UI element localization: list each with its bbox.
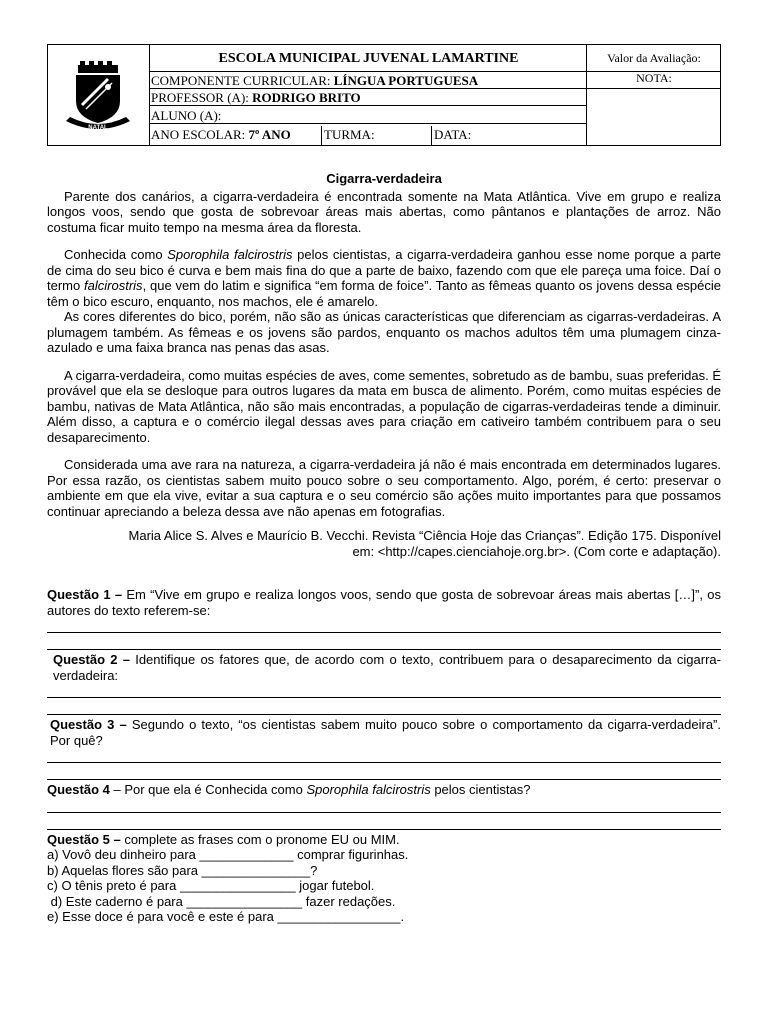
paragraph-3: As cores diferentes do bico, porém, não são as únicas características que diferenciam as cigarras-verdadeiras. A plumagem também. As fêmeas e os jovens são pardos, enquanto os machos adultos têm uma plumagem cinza-azulado e uma faixa branca nas penas das asas. — [47, 309, 721, 355]
question-3-text: Segundo o texto, “os cientistas sabem muito pouco sobre o comportamento da cigarra-verdadeira”. Por quê? — [50, 717, 721, 748]
professor-row — [149, 89, 586, 106]
question-3 — [47, 717, 721, 748]
question-5-item-c: c) O tênis preto é para ________________ jogar futebol. — [47, 878, 375, 893]
species-name: Sporophila falcirostris — [167, 247, 293, 262]
paragraph-5: Considerada uma ave rara na natureza, a cigarra-verdadeira já não é mais encontrada em determinados lugares. Por essa razão, os cientistas sabem muito pouco sobre o seu comportamento. Algo, porém, é certo: preservar o ambiente em que ela vive, evitar a sua captura e o seu comércio são ações muito importantes para que possamos continuar apreciando a beleza dessa ave não apenas em fotografias. — [47, 457, 721, 519]
data-cell — [431, 126, 586, 145]
question-4-part-c: pelos cientistas? — [430, 782, 531, 797]
falcirostris-term: falcirostris — [84, 278, 143, 293]
paragraph-4: A cigarra-verdadeira, como muitas espécies de aves, come sementes, sobretudo as de bambu, suas preferidas. É provável que ela se desloque para outros lugares da mata em busca de alimento. Porém, como muitas espécies de bambu, nativas de Mata Atlântica, não são mais encontradas, a população de cigarras-verdadeiras tende a diminuir. Além disso, a captura e o comércio ilegal dessas aves para criação em cativeiro também contribuem para o seu desaparecimento. — [47, 367, 721, 445]
question-3-label: Questão 3 – — [50, 717, 127, 732]
question-1 — [47, 587, 721, 618]
component-row — [149, 72, 586, 89]
answer-line[interactable] — [47, 798, 721, 813]
document-body — [47, 171, 721, 925]
answer-line[interactable] — [47, 618, 721, 633]
p2-part-a: Conhecida como — [64, 247, 168, 262]
question-2-text: Identifique os fatores que, de acordo com o texto, contribuem para o desaparecimento da cigarra-verdadeira: — [53, 652, 721, 683]
question-4-label: Questão 4 — [47, 782, 110, 797]
question-5-label: Questão 5 – — [47, 831, 121, 847]
p2-part-c: pelos cientistas, a cigarra-verdadeira ganhou esse nome porque a parte de cima do seu bico é curva e bem mais fina do que a parte de baixo, fazendo com que ele pareça uma foice. Daí o termo — [47, 247, 722, 293]
answer-line[interactable] — [47, 815, 721, 830]
component-label: COMPONENTE CURRICULAR: — [151, 73, 334, 88]
ano-label: ANO ESCOLAR: — [151, 127, 249, 142]
ano-row — [149, 126, 586, 143]
question-1-label: Questão 1 – — [47, 587, 123, 602]
grade-column — [586, 45, 721, 145]
paragraph-2 — [47, 247, 721, 309]
answer-line[interactable] — [47, 700, 721, 715]
component-value: LÍNGUA PORTUGUESA — [333, 73, 479, 88]
question-5-item-a: a) Vovô deu dinheiro para _____________ comprar figurinhas. — [47, 847, 409, 862]
question-4-species: Sporophila falcirostris — [306, 782, 431, 797]
question-5 — [47, 832, 721, 848]
question-5-item-e: e) Esse doce é para você e este é para _________________. — [47, 909, 405, 924]
professor-label: PROFESSOR (A): — [151, 90, 253, 105]
header-table — [47, 44, 721, 146]
answer-line[interactable] — [47, 635, 721, 650]
data-label: DATA: — [434, 127, 472, 142]
question-1-text: Em “Vive em grupo e realiza longos voos, sendo que gosta de sobrevoar áreas mais abertas […]”, os autores do texto referem-se: — [47, 587, 721, 618]
answer-line[interactable] — [47, 765, 721, 780]
question-5-text: complete as frases com o pronome EU ou MIM. — [120, 831, 400, 847]
coat-of-arms-icon — [64, 61, 132, 133]
aluno-label: ALUNO (A): — [151, 108, 222, 123]
question-2-label: Questão 2 – — [53, 652, 130, 667]
turma-label: TURMA: — [324, 127, 375, 142]
question-4 — [47, 782, 721, 798]
ano-value: 7º ANO — [248, 127, 291, 142]
logo-text: NATAL — [88, 125, 108, 131]
question-5-item-b: b) Aquelas flores são para _______________? — [47, 862, 318, 878]
school-name: ESCOLA MUNICIPAL JUVENAL LAMARTINE — [149, 45, 586, 72]
school-logo-cell — [48, 45, 150, 145]
nota-label: NOTA: — [587, 71, 721, 89]
text-title: Cigarra-verdadeira — [326, 171, 442, 186]
question-5-item-d: d) Este caderno é para ________________ fazer redações. — [47, 893, 396, 909]
aluno-row — [149, 107, 586, 124]
turma-cell — [321, 126, 431, 145]
citation-line-1: Maria Alice S. Alves e Maurício B. Vecchi. Revista “Ciência Hoje das Crianças”. Edição 175. Disponível — [128, 528, 721, 543]
professor-value: RODRIGO BRITO — [252, 90, 361, 105]
answer-line[interactable] — [47, 683, 721, 698]
question-2 — [47, 652, 721, 683]
question-4-part-a: – Por que ela é Conhecida como — [109, 782, 307, 797]
answer-line[interactable] — [47, 748, 721, 763]
paragraph-1: Parente dos canários, a cigarra-verdadeira é encontrada somente na Mata Atlântica. Vive em grupo e realiza longos voos, sendo que gosta de sobrevoar áreas mais abertas, como pântanos e plantações de arroz. Não costuma ficar muito tempo na mesma área da floresta. — [47, 188, 721, 235]
valor-label: Valor da Avaliação: — [587, 45, 721, 72]
citation-line-2: em: <http://capes.cienciahoje.org.br>. (Com corte e adaptação). — [352, 543, 721, 559]
p2-part-e: , que vem do latim e significa “em forma de foice”. Tanto as fêmeas quanto os jovens dessa espécie têm o bico escuro, enquanto, nos machos, ele é amarelo. — [47, 278, 722, 309]
